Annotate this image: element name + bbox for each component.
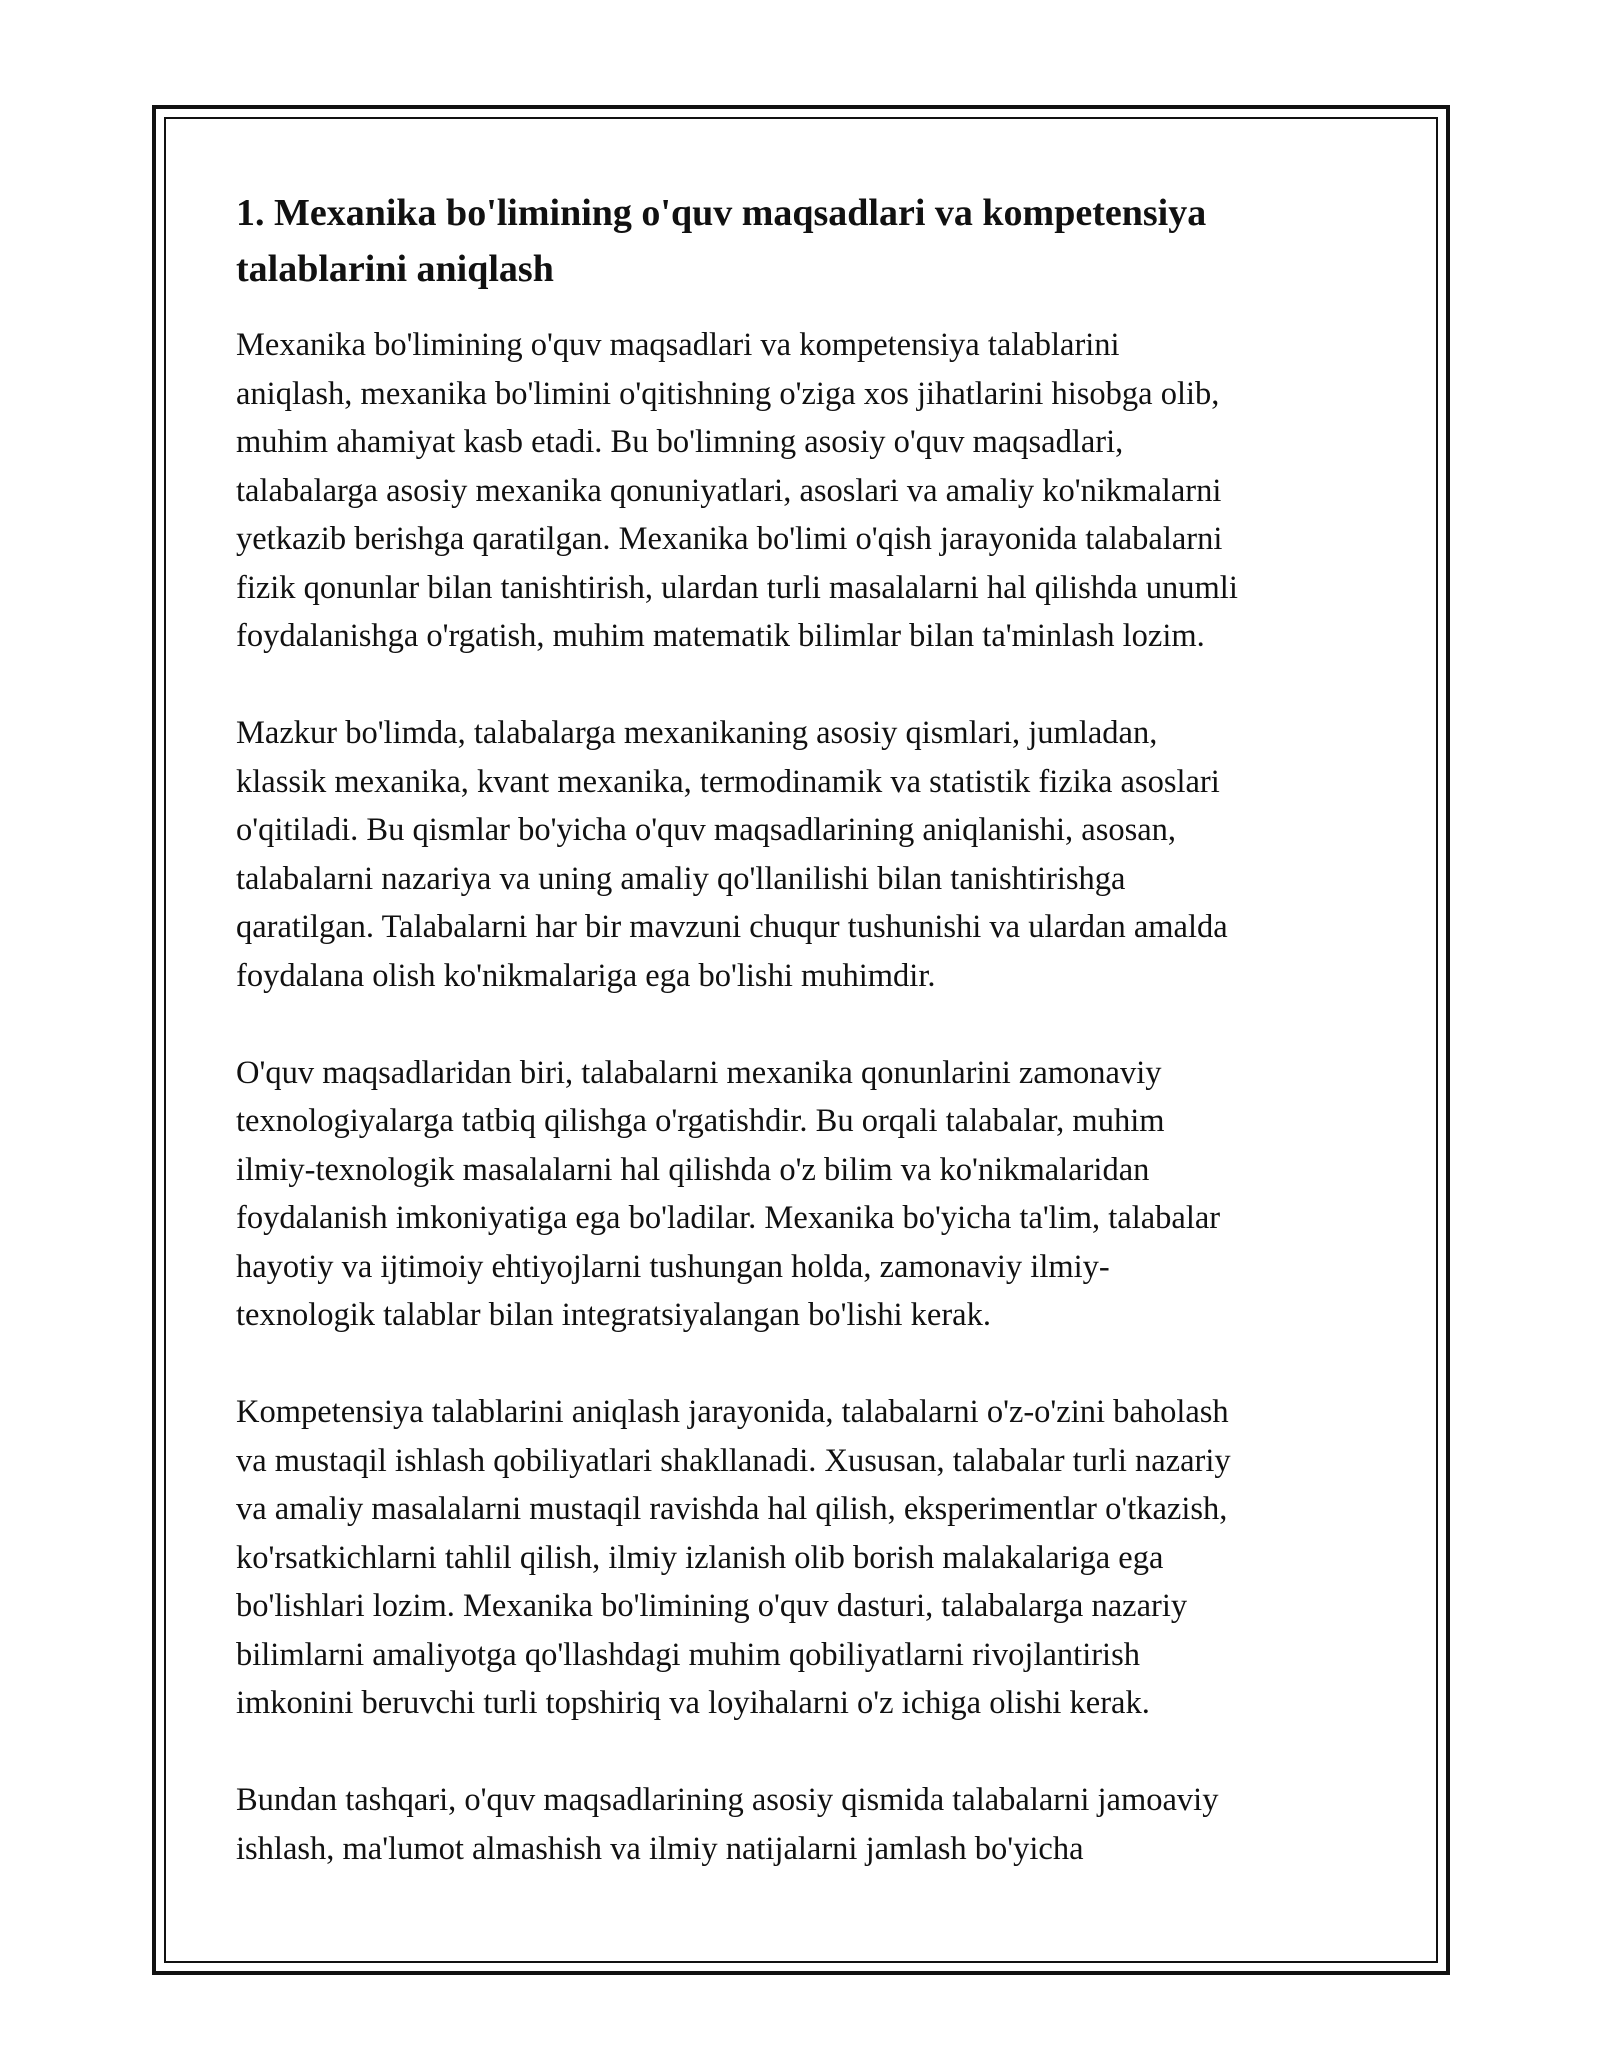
document-body (236, 185, 1376, 1873)
paragraph-1: Mexanika bo'limining o'quv maqsadlari va kompetensiya talablarini aniqlash, mexanika bo'limini o'qitishning o'ziga xos jihatlarini hisobga olib, muhim ahamiyat kasb etadi. Bu bo'limning asosiy o'quv maqsadlari, talabalarga asosiy mexanika qonuniyatlari, asoslari va amaliy ko'nikmalarni yetkazib berishga qaratilgan. Mexanika bo'limi o'qish jarayonida talabalarni fizik qonunlar bilan tanishtirish, ulardan turli masalalarni hal qilishda unumli foydalanishga o'rgatish, muhim matematik bilimlar bilan ta'minlash lozim. (236, 327, 1238, 654)
paragraph-4: Kompetensiya talablarini aniqlash jarayonida, talabalarni o'z-o'zini baholash va mustaqil ishlash qobiliyatlari shakllanadi. Xususan, talabalar turli nazariy va amaliy masalalarni mustaqil ravishda hal qilish, eksperimentlar o'tkazish, ko'rsatkichlarni tahlil qilish, ilmiy izlanish olib borish malakalariga ega bo'lishlari lozim. Mexanika bo'limining o'quv dasturi, talabalarga nazariy bilimlarni amaliyotga qo'llashdagi muhim qobiliyatlarni rivojlantirish imkonini beruvchi turli topshiriq va loyihalarni o'z ichiga olishi kerak. (236, 1394, 1231, 1721)
section-heading: 1. Mexanika bo'limining o'quv maqsadlari va kompetensiya talablarini aniqlash (236, 192, 1207, 290)
paragraph-3: O'quv maqsadlaridan biri, talabalarni mexanika qonunlarini zamonaviy texnologiyalarga tatbiq qilishga o'rgatishdir. Bu orqali talabalar, muhim ilmiy-texnologik masalalarni hal qilishda o'z bilim va ko'nikmalaridan foydalanish imkoniyatiga ega bo'ladilar. Mexanika bo'yicha ta'lim, talabalar hayotiy va ijtimoiy ehtiyojlarni tushungan holda, zamonaviy ilmiy- texnologik talablar bilan integratsiyalangan bo'lishi kerak. (236, 1054, 1221, 1333)
paragraph-5: Bundan tashqari, o'quv maqsadlarining asosiy qismida talabalarni jamoaviy ishlash, ma'lumot almashish va ilmiy natijalarni jamlash bo'yicha (236, 1782, 1219, 1867)
paragraph-2: Mazkur bo'limda, talabalarga mexanikaning asosiy qismlari, jumladan, klassik mexanika, kvant mexanika, termodinamik va statistik fizika asoslari o'qitiladi. Bu qismlar bo'yicha o'quv maqsadlarining aniqlanishi, asosan, talabalarni nazariya va uning amaliy qo'llanilishi bilan tanishtirishga qaratilgan. Talabalarni har bir mavzuni chuqur tushunishi va ulardan amalda foydalana olish ko'nikmalariga ega bo'lishi muhimdir. (236, 715, 1228, 994)
